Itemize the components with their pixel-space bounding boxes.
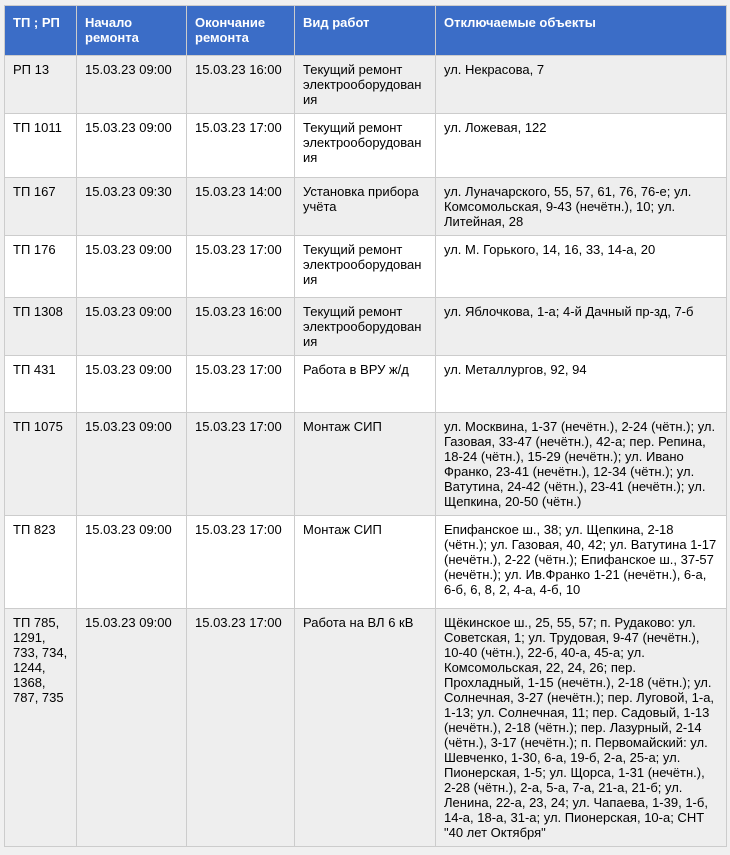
cell-tp-rp: ТП 176 bbox=[5, 236, 77, 298]
cell-disconnected-objects: Епифанское ш., 38; ул. Щепкина, 2-18 (чётн.); ул. Газовая, 40, 42; ул. Ватутина 1-17 (нечётн.), 2-22 (чётн.); Епифанское ш., 37-57 (нечётн.); ул. Ив.Франко 1-21 (нечётн.), 6-а, 6-б, 6, 8, 2, 4-а, 4-б, 10 bbox=[436, 516, 727, 609]
cell-work-type: Установка прибора учёта bbox=[295, 178, 436, 236]
cell-tp-rp: ТП 785, 1291, 733, 734, 1244, 1368, 787, 735 bbox=[5, 609, 77, 847]
col-header-disconnected-objects: Отключаемые объекты bbox=[436, 6, 727, 56]
cell-repair-end: 15.03.23 14:00 bbox=[187, 178, 295, 236]
table-row bbox=[5, 609, 727, 847]
cell-repair-start: 15.03.23 09:00 bbox=[77, 236, 187, 298]
cell-repair-start: 15.03.23 09:00 bbox=[77, 56, 187, 114]
table-header bbox=[5, 6, 727, 56]
table-body bbox=[5, 56, 727, 847]
cell-repair-start: 15.03.23 09:00 bbox=[77, 413, 187, 516]
table-row bbox=[5, 356, 727, 413]
cell-work-type: Работа на ВЛ 6 кВ bbox=[295, 609, 436, 847]
cell-repair-end: 15.03.23 17:00 bbox=[187, 609, 295, 847]
table-row bbox=[5, 413, 727, 516]
cell-repair-end: 15.03.23 16:00 bbox=[187, 56, 295, 114]
cell-repair-end: 15.03.23 17:00 bbox=[187, 516, 295, 609]
cell-work-type: Работа в ВРУ ж/д bbox=[295, 356, 436, 413]
cell-work-type: Текущий ремонт электрооборудования bbox=[295, 236, 436, 298]
table-row bbox=[5, 56, 727, 114]
cell-tp-rp: ТП 1011 bbox=[5, 114, 77, 178]
cell-repair-end: 15.03.23 17:00 bbox=[187, 356, 295, 413]
outage-schedule-table bbox=[4, 5, 727, 847]
cell-repair-start: 15.03.23 09:00 bbox=[77, 516, 187, 609]
col-header-repair-start: Начало ремонта bbox=[77, 6, 187, 56]
cell-tp-rp: ТП 1308 bbox=[5, 298, 77, 356]
cell-repair-end: 15.03.23 17:00 bbox=[187, 114, 295, 178]
cell-work-type: Монтаж СИП bbox=[295, 516, 436, 609]
cell-tp-rp: РП 13 bbox=[5, 56, 77, 114]
cell-work-type: Текущий ремонт электрооборудования bbox=[295, 114, 436, 178]
col-header-work-type: Вид работ bbox=[295, 6, 436, 56]
col-header-tp-rp: ТП ; РП bbox=[5, 6, 77, 56]
cell-repair-end: 15.03.23 16:00 bbox=[187, 298, 295, 356]
cell-repair-start: 15.03.23 09:00 bbox=[77, 609, 187, 847]
cell-tp-rp: ТП 823 bbox=[5, 516, 77, 609]
table-row bbox=[5, 114, 727, 178]
cell-tp-rp: ТП 1075 bbox=[5, 413, 77, 516]
cell-disconnected-objects: Щёкинское ш., 25, 55, 57; п. Рудаково: ул. Советская, 1; ул. Трудовая, 9-47 (нечётн.), 10-40 (чётн.), 22-б, 40-а, 45-а; ул. Комсомольская, 22, 24, 26; пер. Прохладный, 1-15 (нечётн.), 2-18 (чётн.); ул. Солнечная, 3-27 (нечётн.); пер. Луговой, 1-а, 1-13; ул. Солнечная, 11; пер. Садовый, 1-13 (нечётн.), 2-18 (чётн.); пер. Лазурный, 2-14 (чётн.), 3-17 (нечётн.); п. Первомайский: ул. Шевченко, 1-30, 6-а, 19-б, 2-а, 25-а; ул. Пионерская, 1-5; ул. Щорса, 1-31 (нечётн.), 2-28 (чётн.), 2-а, 5-а, 7-а, 21-а, 21-б; ул. Ленина, 22-а, 23, 24; ул. Чапаева, 1-39, 1-б, 14-а, 18-а, 31-а; ул. Пионерская, 10-а; СНТ "40 лет Октября" bbox=[436, 609, 727, 847]
cell-disconnected-objects: ул. М. Горького, 14, 16, 33, 14-а, 20 bbox=[436, 236, 727, 298]
cell-work-type: Монтаж СИП bbox=[295, 413, 436, 516]
cell-disconnected-objects: ул. Металлургов, 92, 94 bbox=[436, 356, 727, 413]
cell-disconnected-objects: ул. Ложевая, 122 bbox=[436, 114, 727, 178]
cell-tp-rp: ТП 167 bbox=[5, 178, 77, 236]
table-row bbox=[5, 236, 727, 298]
cell-repair-start: 15.03.23 09:00 bbox=[77, 356, 187, 413]
cell-work-type: Текущий ремонт электрооборудования bbox=[295, 298, 436, 356]
cell-disconnected-objects: ул. Москвина, 1-37 (нечётн.), 2-24 (чётн.); ул. Газовая, 33-47 (нечётн.), 42-а; пер. Репина, 18-24 (чётн.), 15-29 (нечётн.); ул. Ивано Франко, 23-41 (нечётн.), 12-34 (чётн.); ул. Ватутина, 24-42 (чётн.), 23-41 (нечётн.); ул. Щепкина, 20-50 (чётн.) bbox=[436, 413, 727, 516]
col-header-repair-end: Окончание ремонта bbox=[187, 6, 295, 56]
cell-repair-end: 15.03.23 17:00 bbox=[187, 236, 295, 298]
cell-repair-end: 15.03.23 17:00 bbox=[187, 413, 295, 516]
table-row bbox=[5, 298, 727, 356]
cell-work-type: Текущий ремонт электрооборудования bbox=[295, 56, 436, 114]
cell-disconnected-objects: ул. Яблочкова, 1-а; 4-й Дачный пр-зд, 7-б bbox=[436, 298, 727, 356]
cell-disconnected-objects: ул. Луначарского, 55, 57, 61, 76, 76-е; ул. Комсомольская, 9-43 (нечётн.), 10; ул. Литейная, 28 bbox=[436, 178, 727, 236]
cell-disconnected-objects: ул. Некрасова, 7 bbox=[436, 56, 727, 114]
cell-repair-start: 15.03.23 09:00 bbox=[77, 298, 187, 356]
cell-repair-start: 15.03.23 09:00 bbox=[77, 114, 187, 178]
cell-tp-rp: ТП 431 bbox=[5, 356, 77, 413]
cell-repair-start: 15.03.23 09:30 bbox=[77, 178, 187, 236]
table-row bbox=[5, 178, 727, 236]
header-row bbox=[5, 6, 727, 56]
table-row bbox=[5, 516, 727, 609]
